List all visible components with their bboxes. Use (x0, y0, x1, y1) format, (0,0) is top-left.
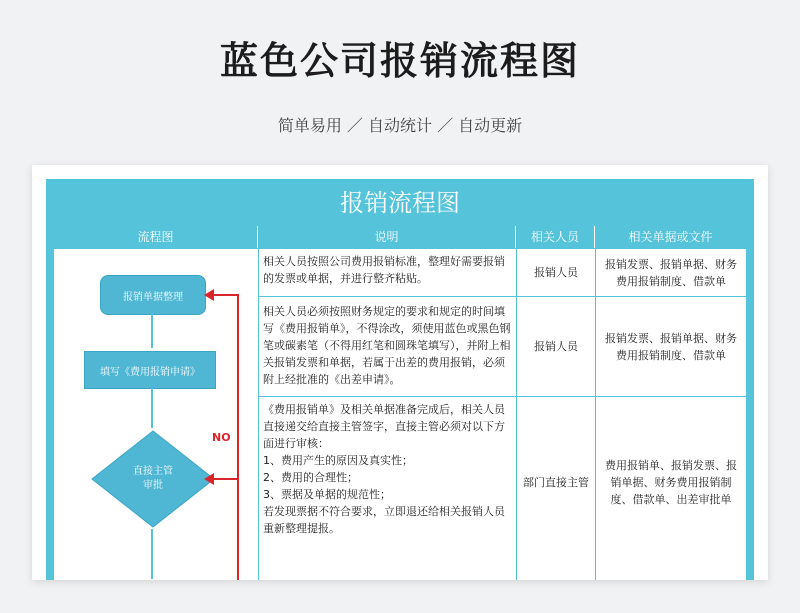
table-row-1-person: 报销人员 (534, 266, 578, 279)
flow-node-supervisor-approval: 直接主管 审批 (133, 466, 173, 491)
table-row-3-documents: 费用报销单、报销发票、报销单据、财务费用报销制度、借款单、出差审批单 (605, 458, 737, 506)
col-header-documents: 相关单据或文件 (595, 226, 746, 248)
reject-line (237, 294, 239, 580)
table-row-2-person: 报销人员 (534, 340, 578, 353)
col-header-description: 说明 (258, 226, 516, 248)
reject-arrowhead-icon (204, 289, 214, 301)
flow-sheet (46, 179, 754, 580)
flow-arrow (151, 388, 153, 428)
col-header-flowchart: 流程图 (54, 226, 258, 248)
table-row-1-description: 相关人员按照公司费用报销标准，整理好需要报销的发票或单据，并进行整齐粘贴。 (263, 255, 505, 285)
reject-line (214, 478, 238, 480)
reject-label: NO (212, 431, 231, 444)
reject-arrowhead-icon (204, 473, 214, 485)
flow-node-organize-receipts: 报销单据整理 (100, 275, 206, 315)
sheet-title: 报销流程图 (340, 189, 460, 217)
table-row-2-documents: 报销发票、报销单据、财务费用报销制度、借款单 (605, 331, 737, 362)
flow-node-fill-application: 填写《费用报销申请》 (84, 351, 216, 389)
page-subtitle: 简单易用 ／ 自动统计 ／ 自动更新 (277, 116, 523, 135)
sheet-card (32, 165, 768, 580)
table-row-1-documents: 报销发票、报销单据、财务费用报销制度、借款单 (605, 257, 737, 288)
flow-arrow (151, 529, 153, 579)
flow-arrow (151, 314, 153, 348)
page-title: 蓝色公司报销流程图 (219, 39, 580, 83)
table-row-3-person: 部门直接主管 (523, 475, 589, 489)
table-body (54, 249, 746, 580)
table-row-2-description: 相关人员必须按照财务规定的要求和规定的时间填写《费用报销单》，不得涂改，须使用蓝色或黑色钢笔或碳素笔（不得用红笔和圆珠笔填写），并附上相关报销发票和单据，若属于出差的费用报销，必须附上经批准的《出差申请》。 (263, 305, 511, 386)
col-header-person: 相关人员 (516, 226, 595, 248)
table-row-3-description: 《费用报销单》及相关单据准备完成后，相关人员直接递交给直接主管签字，直接主管必须对以下方面进行审核： 1、费用产生的原因及真实性； 2、费用的合理性； 3、票据及单据的规范性； 若发现票据不符合要求，立即退还给相关报销人员重新整理提报。 (263, 403, 505, 535)
